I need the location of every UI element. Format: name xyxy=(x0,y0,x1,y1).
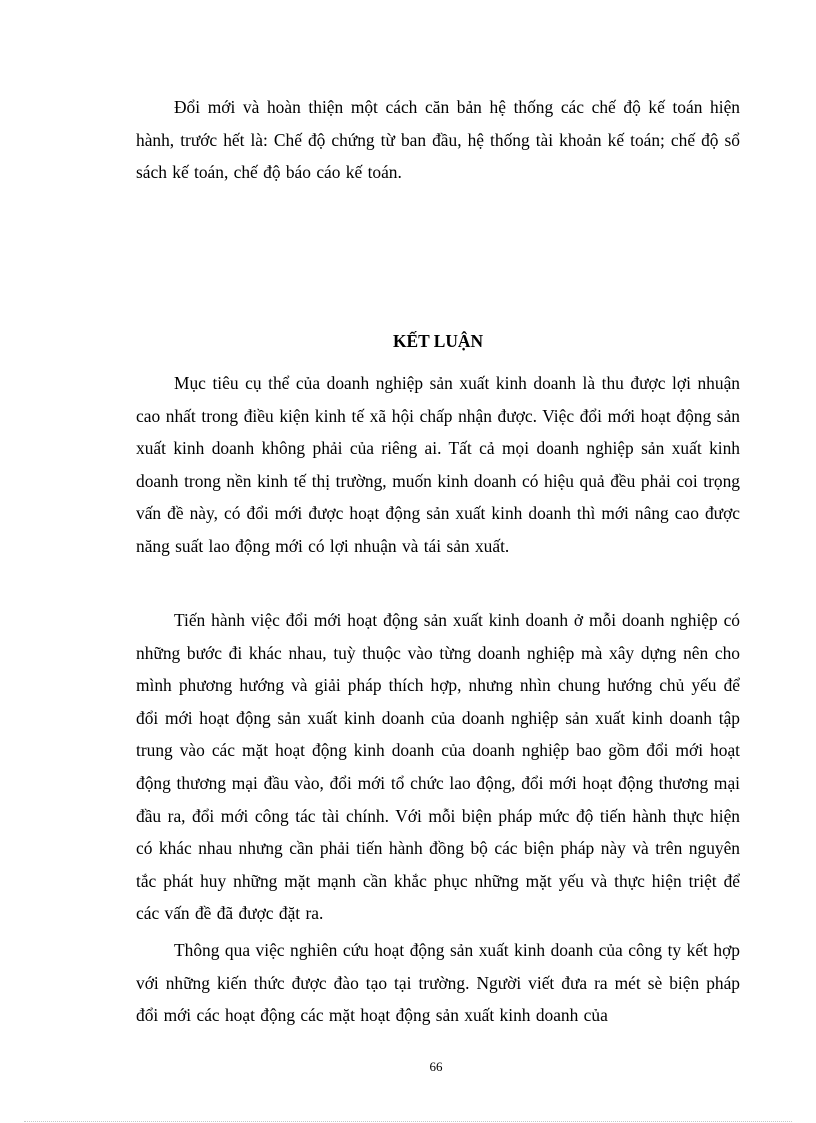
conclusion-paragraph-2: Tiến hành việc đổi mới hoạt động sản xuất kinh doanh ở mỗi doanh nghiệp có những bước đi khác nhau, tuỳ thuộc vào từng doanh nghiệp mà xây dựng nên cho mình phương hướng và giải pháp thích hợp, nhưng nhìn chung hướng chủ yếu để đổi mới hoạt động sản xuất kinh doanh của doanh nghiệp sản xuất kinh doanh tập trung vào các mặt hoạt động kinh doanh của doanh nghiệp bao gồm đổi mới hoạt động thương mại đầu vào, đổi mới tổ chức lao động, đổi mới hoạt động thương mại đầu ra, đổi mới công tác tài chính. Với mỗi biện pháp mức độ tiến hành thực hiện có khác nhau nhưng cần phải tiến hành đồng bộ các biện pháp này và trên nguyên tắc phát huy những mặt mạnh cần khắc phục những mặt yếu và thực hiện triệt để các vấn đề đã được đặt ra. xyxy=(136,610,740,924)
conclusion-paragraph-3: Thông qua việc nghiên cứu hoạt động sản xuất kinh doanh của công ty kết hợp với những kiến thức được đào tạo tại trường. Người viết đưa ra mét sè biện pháp đổi mới các hoạt động các mặt hoạt động sản xuất kinh doanh của xyxy=(136,940,740,1026)
page-bottom-divider xyxy=(24,1121,792,1122)
section-title: KẾT LUẬN xyxy=(392,331,484,351)
conclusion-paragraph-1: Mục tiêu cụ thể của doanh nghiệp sản xuất kinh doanh là thu được lợi nhuận cao nhất trong điều kiện kinh tế xã hội chấp nhận được. Việc đổi mới hoạt động sản xuất kinh doanh không phải của riêng ai. Tất cả mọi doanh nghiệp sản xuất kinh doanh trong nền kinh tế thị trường, muốn kinh doanh có hiệu quả đều phải coi trọng vấn đề này, có đổi mới được hoạt động sản xuất kinh doanh thì mới nâng cao được năng suất lao động mới có lợi nhuận và tái sản xuất. xyxy=(136,373,740,556)
intro-paragraph: Đổi mới và hoàn thiện một cách căn bản hệ thống các chế độ kế toán hiện hành, trước hết là: Chế độ chứng từ ban đầu, hệ thống tài khoản kế toán; chế độ sổ sách kế toán, chế độ báo cáo kế toán. xyxy=(136,97,740,183)
page-number: 66 xyxy=(429,1059,443,1074)
